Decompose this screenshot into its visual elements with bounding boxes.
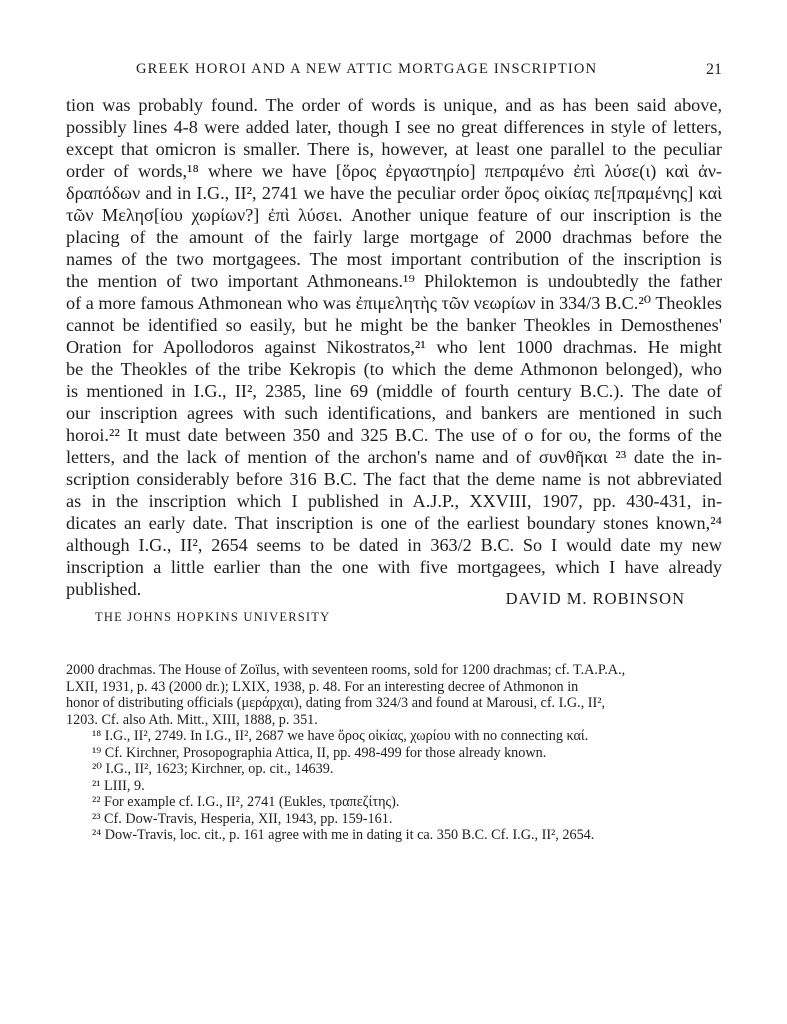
body-line: the mention of two important Athmoneans.¹⁹ Philoktemon is undoubtedly the father [66,271,722,291]
body-line: of a more famous Athmonean who was ἐπιμελητὴς τῶν νεωρίων in 334/3 B.C.²⁰ Theokles [66,293,722,313]
footnote-line: 1203. Cf. also Ath. Mitt., XIII, 1888, p. 351. [66,711,318,728]
running-title: GREEK HOROI AND A NEW ATTIC MORTGAGE INSCRIPTION [136,61,598,77]
body-line: horoi.²² It must date between 350 and 325 B.C. The use of ο for ου, the forms of the [66,425,722,445]
footnote-line: LXII, 1931, p. 43 (2000 dr.); LXIX, 1938, p. 48. For an interesting decree of Athmonon in [66,678,579,695]
footnote-20: ²⁰ I.G., II², 1623; Kirchner, op. cit., 14639. [92,761,334,777]
body-line: tion was probably found. The order of words is unique, and as has been said above, [66,95,722,115]
body-line: inscription a little earlier than the one with five mortgagees, which I have already [66,557,722,577]
body-line: placing of the amount of the fairly large mortgage of 2000 drachmas before the [66,227,722,247]
body-line: δραπόδων and in I.G., II², 2741 we have the peculiar order ὅρος οἰκίας πε[πραμένης] καὶ [66,183,722,203]
body-text [66,94,722,600]
footnote-23: ²³ Cf. Dow-Travis, Hesperia, XII, 1943, pp. 159-161. [92,810,393,827]
body-line: τῶν Μελησ[ίου χωρίων?] ἐπὶ λύσει. Another unique feature of our inscription is the [66,205,722,225]
body-line: be the Theokles of the tribe Kekropis (to which the deme Athmonon belonged), who [66,359,722,379]
running-head [66,61,722,83]
body-line: is mentioned in I.G., II², 2385, line 69 (middle of fourth century B.C.). The date of [66,381,722,401]
body-line: letters, and the lack of mention of the archon's name and of συνθῆκαι ²³ date the in- [66,447,722,467]
body-line: Oration for Apollodoros against Nikostratos,²¹ who lent 1000 drachmas. He might [66,337,722,357]
footnotes [66,662,722,844]
author-affiliation: THE JOHNS HOPKINS UNIVERSITY [95,610,331,624]
author-signature: DAVID M. ROBINSON [505,589,685,608]
body-line: published. [66,579,142,599]
body-line: our inscription agrees with such identifications, and bankers are mentioned in such [66,403,722,423]
footnote-line: honor of distributing officials (μεράρχαι), dating from 324/3 and found at Marousi, cf. I.G., II², [66,695,606,711]
footnote-24: ²⁴ Dow-Travis, loc. cit., p. 161 agree with me in dating it ca. 350 B.C. Cf. I.G., II², 2654. [92,827,595,843]
footnote-21: ²¹ LIII, 9. [92,777,145,794]
body-line: names of the two mortgagees. The most important contribution of the inscription is [66,249,722,269]
page-number: 21 [706,61,722,78]
body-line: order of words,¹⁸ where we have [ὅρος ἐργαστηρίο] πεπραμένο ἐπὶ λύσε(ι) καὶ ἀν- [66,161,722,181]
footnote-19: ¹⁹ Cf. Kirchner, Prosopographia Attica, II, pp. 498-499 for those already known. [92,744,547,761]
body-line: cannot be identified so easily, but he might be the banker Theokles in Demosthenes' [66,315,722,335]
body-line: although I.G., II², 2654 seems to be dated in 363/2 B.C. So I would date my new [66,535,722,555]
footnote-line: 2000 drachmas. The House of Zoïlus, with seventeen rooms, sold for 1200 drachmas; cf. T.A.P.A., [66,662,626,678]
body-line: possibly lines 4-8 were added later, though I see no great differences in style of letters, [66,117,722,137]
footnote-22: ²² For example cf. I.G., II², 2741 (Eukles, τραπεζίτης). [92,794,400,810]
body-line: as in the inscription which I published in A.J.P., XXVIII, 1907, pp. 430-431, in- [66,491,722,511]
body-line: except that omicron is smaller. There is, however, at least one parallel to the peculiar [66,139,722,159]
body-line: scription considerably before 316 B.C. The fact that the deme name is not abbreviated [66,469,722,489]
footnote-18: ¹⁸ I.G., II², 2749. In I.G., II², 2687 we have ὅρος οἰκίας, χωρίου with no connecting καί. [92,728,589,744]
body-line: dicates an early date. That inscription is one of the earliest boundary stones known,²⁴ [66,513,722,533]
